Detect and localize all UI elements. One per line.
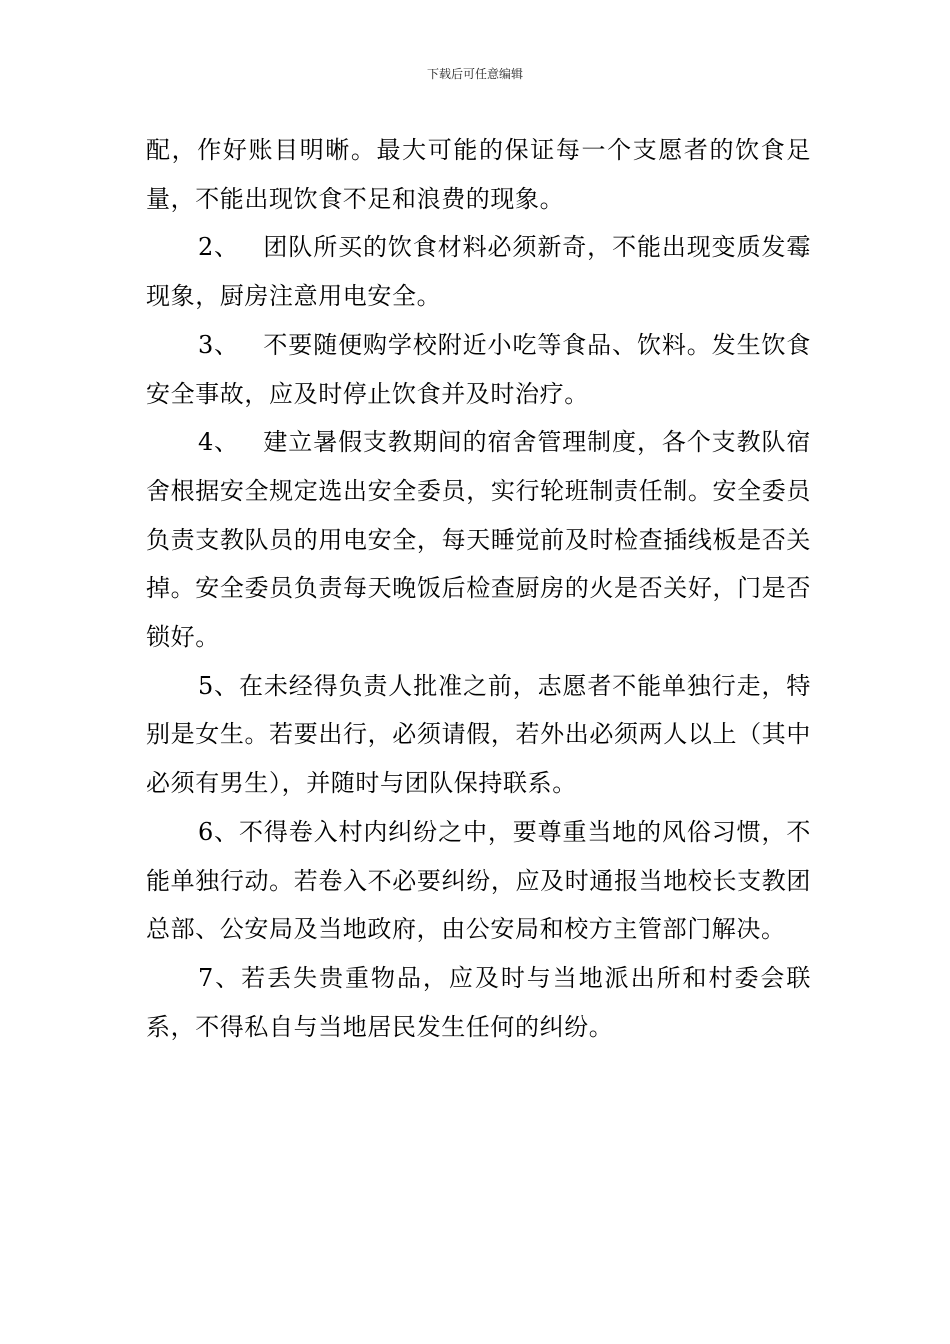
item-number: 3、 [198,330,240,359]
item-text: 团队所买的饮食材料必须新奇，不能出现变质发霉现象，厨房注意用电安全。 [146,233,811,311]
paragraph-item-6: 6、不得卷入村内纠纷之中，要尊重当地的风俗习惯，不能单独行动。若卷入不必要纠纷，应及时通报当地校长支教团总部、公安局及当地政府，由公安局和校方主管部门解决。 [146,817,811,944]
item-number: 2、 [198,233,240,262]
paragraph-item-4 [146,418,811,662]
paragraph-continuation: 配，作好账目明晰。最大可能的保证每一个支愿者的饮食足量，不能出现饮食不足和浪费的现象。 [146,136,811,213]
item-text: 不要随便购学校附近小吃等食品、饮料。发生饮食安全事故，应及时停止饮食并及时治疗。 [146,330,811,408]
document-body [146,126,811,1051]
paragraph-item-3 [146,321,811,418]
paragraph-item-2 [146,223,811,320]
page-header: 下载后可任意编辑 [426,67,523,81]
paragraph-item-7: 7、若丢失贵重物品，应及时与当地派出所和村委会联系，不得私自与当地居民发生任何的纠纷。 [146,963,811,1041]
item-number: 4、 [198,428,240,457]
paragraph-item-5: 5、在未经得负责人批准之前，志愿者不能单独行走，特别是女生。若要出行，必须请假，若外出必须两人以上（其中必须有男生），并随时与团队保持联系。 [146,671,811,798]
item-text: 建立暑假支教期间的宿舍管理制度，各个支教队宿舍根据安全规定选出安全委员，实行轮班制责任制。安全委员负责支教队员的用电安全，每天睡觉前及时检查插线板是否关掉。安全委员负责每天晚饭后检查厨房的火是否关好，门是否锁好。 [146,428,811,652]
